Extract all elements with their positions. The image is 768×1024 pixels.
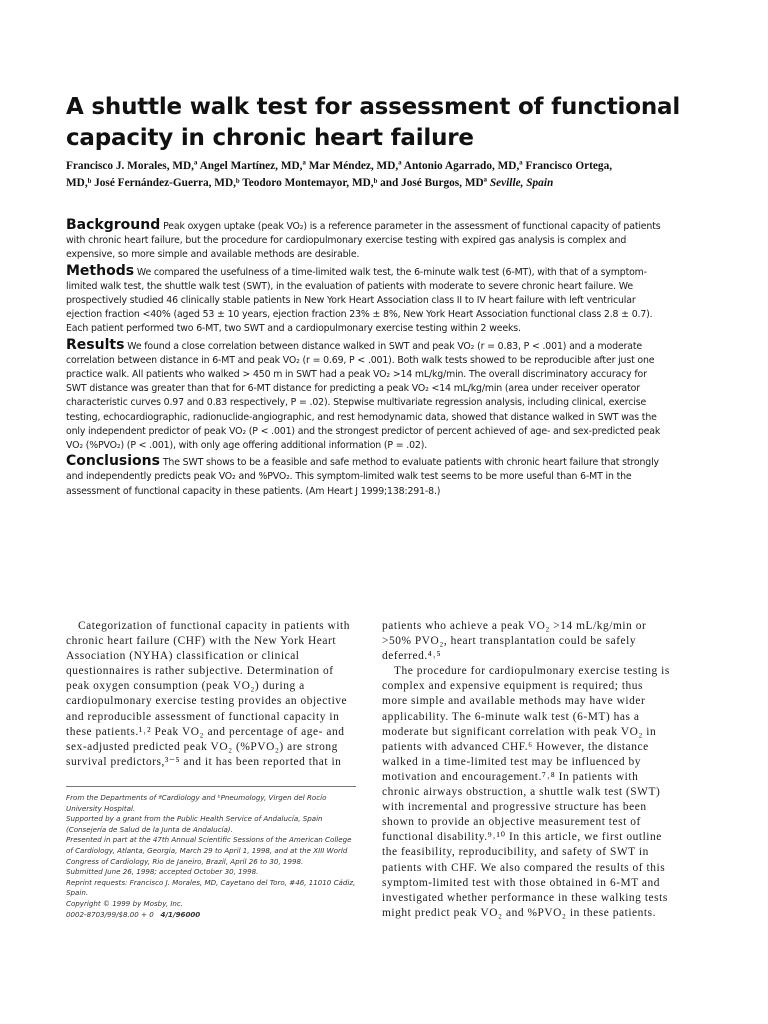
body-paragraph: Categorization of functional capacity in patients with chronic heart failure (CHF) with the New York Heart Association (NYHA) classification or clinical questionnaires is rather subjective. Determination of peak oxygen consumption (peak VO₂) during a cardiopulmonary exercise testing provides an objective and reproducible assessment of functional capacity in these patients.¹˒² Peak VO₂ and percentage of age- and sex-adjusted predicted peak VO₂ (%PVO₂) are strong survival predictors,³⁻⁵ and it has been reported that in <box>66 620 350 768</box>
footnote-divider <box>66 786 356 787</box>
author-line-1: Francisco J. Morales, MD,ª Angel Martínez, MD,ª Mar Méndez, MD,ª Antonio Agarrado, MD,ª Francisco Ortega, <box>66 160 613 172</box>
footnote-issn <box>66 910 356 921</box>
abstract-heading-results: Results <box>66 336 125 353</box>
author-location: Seville, Spain <box>489 177 554 189</box>
body-column-right <box>382 619 672 921</box>
abstract-text-background: Peak oxygen uptake (peak VO₂) is a reference parameter in the assessment of functional capacity of patients with chronic heart failure, but the procedure for cardiopulmonary exercise testing with expired gas analysis is complex and expensive, so more simple and available methods are desirable. <box>66 221 661 261</box>
abstract-conclusions <box>66 454 666 499</box>
issn-code: 0002-8703/99/$8.00 + 0 <box>66 909 154 919</box>
abstract-text-methods: We compared the usefulness of a time-limited walk test, the 6-minute walk test (6-MT), with that of a symptom-limited walk test, the shuttle walk test (SWT), in the evaluation of patients with moderate to severe chronic heart failure. We prospectively studied 46 clinically stable patients in New York Heart Association class II to IV heart failure with left ventricular ejection fraction <40% (aged 53 ± 10 years, ejection fraction 23% ± 8%, New York Heart Association functional class 2.8 ± 0.7). Each patient performed two 6-MT, two SWT and a cardiopulmonary exercise testing within 2 weeks. <box>66 266 653 335</box>
body-paragraph: The procedure for cardiopulmonary exercise testing is complex and expensive equipment is required; thus more simple and available methods may have wider applicability. The 6-minute walk test (6-MT) has a moderate but significant correlation with peak VO₂ in patients with advanced CHF.⁶ However, the distance walked in a time-limited test may be influenced by motivation and encouragement.⁷˒⁸ In patients with chronic airways obstruction, a shuttle walk test (SWT) with incremental and progressive structure has been shown to provide an objective measurement test of functional disability.⁹˒¹⁰ In this article, we first outline the feasibility, reproducibility, and safety of SWT in patients with CHF. We also compared the results of this symptom-limited test with those obtained in 6-MT and investigated whether performance in these walking tests might predict peak VO₂ and %PVO₂ in these patients. <box>382 665 670 919</box>
abstract-text-conclusions: The SWT shows to be a feasible and safe method to evaluate patients with chronic heart failure that strongly and independently predicts peak VO₂ and %PVO₂. This symptom-limited walk test seems to be more useful than 6-MT in the assessment of functional capacity in these patients. (Am Heart J 1999;138:291-8.) <box>66 457 659 497</box>
abstract-heading-background: Background <box>66 217 161 233</box>
manuscript-id: 4/1/96000 <box>160 909 201 919</box>
footnote-copyright: Copyright © 1999 by Mosby, Inc. <box>66 898 184 908</box>
footnote-affiliation: From the Departments of ªCardiology and ᵇPneumology, Virgen del Rocío University Hospital. <box>66 793 327 813</box>
footnote-presented: Presented in part at the 47th Annual Scientific Sessions of the American College of Cardiology, Atlanta, Georgia, March 29 to April 1, 1998, and at the XIII World Congress of Cardiology, Rio de Janeiro, Brazil, April 26 to 30, 1998. <box>66 835 352 866</box>
abstract-text-results: We found a close correlation between distance walked in SWT and peak VO₂ (r = 0.83, P < .001) and a moderate correlation between distance in 6-MT and peak VO₂ (r = 0.69, P < .001). Both walk tests showed to be reproducible after just one practice walk. All patients who walked > 450 m in SWT had a peak VO₂ >14 mL/kg/min. The overall discriminatory accuracy for SWT distance was greater than that for 6-MT distance for predicting a peak VO₂ <14 mL/kg/min (area under receiver operator characteristic curves 0.97 and 0.83 respectively, P = .02). Stepwise multivariate regression analysis, including clinical, exercise testing, echocardiographic, radionuclide-angiographic, and rest hemodynamic data, showed that distance walked in SWT was the only independent predictor of peak VO₂ (P < .001) and the strongest predictor of percent achieved of age- and sex-predicted peak VO₂ (%PVO₂) (P < .001), with only age offering additional information (P = .02). <box>66 340 661 452</box>
author-line-2: MD,ᵇ José Fernández-Guerra, MD,ᵇ Teodoro Montemayor, MD,ᵇ and José Burgos, MDª <box>66 177 488 189</box>
abstract-heading-methods: Methods <box>66 262 135 279</box>
abstract-heading-conclusions: Conclusions <box>66 453 160 470</box>
footnotes <box>66 793 356 920</box>
abstract-background <box>66 218 666 263</box>
footnote-support: Supported by a grant from the Public Health Service of Andalucía, Spain (Consejería de Salud de la Junta de Andalucía). <box>66 814 323 834</box>
author-list <box>66 158 716 192</box>
body-paragraph: patients who achieve a peak VO₂ >14 mL/kg/min or >50% PVO₂, heart transplantation could be safely deferred.⁴˒⁵ <box>382 620 647 663</box>
footnote-reprint: Reprint requests: Francisco J. Morales, MD, Cayetano del Toro, #46, 11010 Cádiz, Spain. <box>66 877 356 898</box>
abstract-results <box>66 338 666 454</box>
abstract-methods <box>66 264 666 337</box>
body-column-left <box>66 619 356 770</box>
footnote-submitted: Submitted June 26, 1998; accepted October 30, 1998. <box>66 867 259 877</box>
article-title: A shuttle walk test for assessment of functional capacity in chronic heart failure <box>66 94 681 151</box>
abstract <box>66 218 666 500</box>
